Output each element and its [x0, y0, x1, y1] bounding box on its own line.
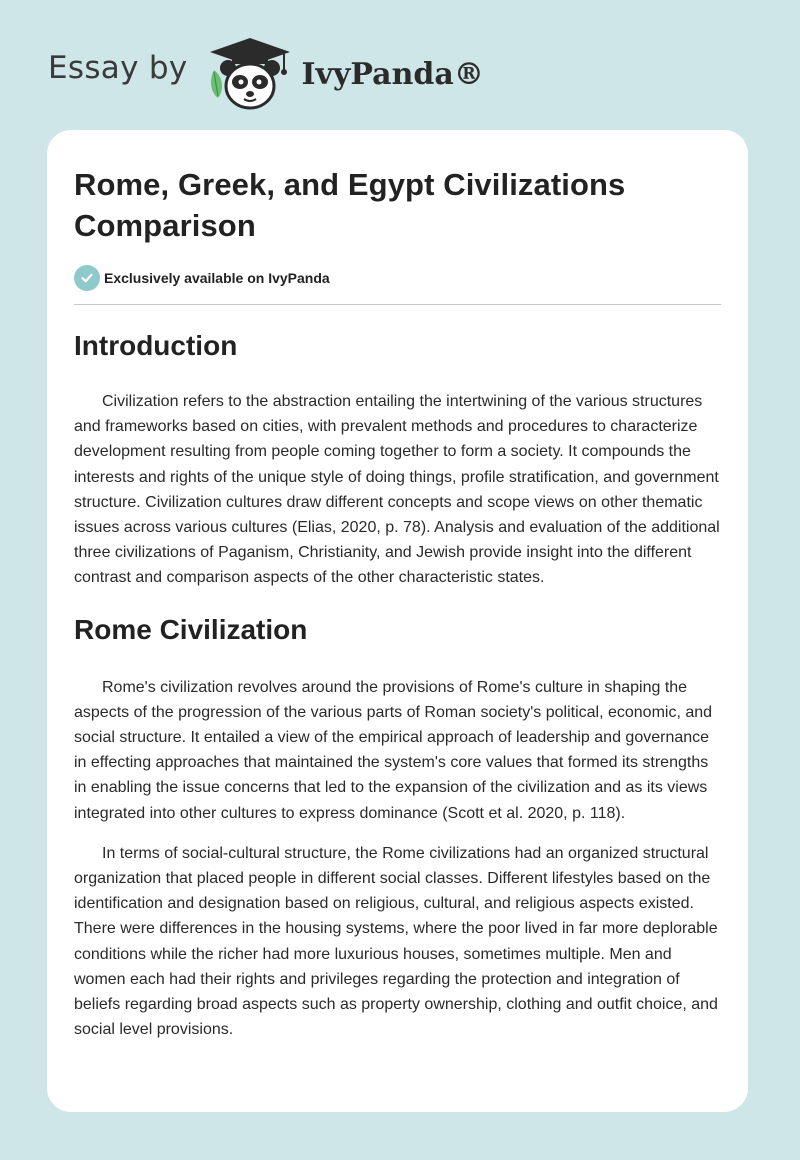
paragraph: Rome's civilization revolves around the provisions of Rome's culture in shaping the aspects of the progression of the various parts of Roman society's political, economic, and social structure. It entailed a view of the empirical approach of leadership and governance in effecting approaches that maintained the system's core values that formed its strengths in enabling the issue concerns that led to the expansion of the civilization and as its views integrated into other cultures to express dominance (Scott et al. 2020, p. 118). [74, 678, 713, 822]
title-divider [74, 304, 721, 305]
exclusive-label: Exclusively available on IvyPanda [104, 270, 330, 286]
paragraph: Civilization refers to the abstraction entailing the intertwining of the various structures and frameworks based on cities, with prevalent methods and procedures to characterize development resulting from people coming together to form a society. It compounds the interests and rights of the unique style of doing things, profile stratification, and government structure. Civilization cultures draw different concepts and scope views on other thematic issues across various cultures (Elias, 2020, p. 78). Analysis and evaluation of the additional three civilizations of Paganism, Christianity, and Jewish provide insight into the different contrast and comparison aspects of the other characteristic states. [74, 393, 720, 587]
brand-prefix: Essay by [48, 50, 188, 86]
brand-name: IvyPanda® [301, 56, 484, 92]
exclusive-badge [74, 264, 721, 292]
page-title: Rome, Greek, and Egypt Civilizations Comparison [74, 167, 626, 243]
section-heading: Introduction [74, 330, 238, 361]
essay-card [47, 130, 748, 1112]
section-introduction [74, 329, 721, 591]
section-heading: Rome Civilization [74, 613, 308, 645]
panda-graduate-logo-icon [204, 32, 296, 112]
check-circle-icon [74, 265, 100, 291]
section-rome-civilization [74, 613, 721, 1043]
paragraph: In terms of social-cultural structure, the Rome civilizations had an organized structural organization that placed people in different social classes. Different lifestyles based on the identification and designation based on religious, cultural, and religious aspects existed. There were differences in the housing systems, where the poor lived in far more deplorable conditions while the richer had more luxurious houses, sometimes multiple. Men and women each had their rights and privileges regarding the protection and integration of beliefs regarding broad aspects such as property ownership, clothing and outfit choice, and social level provisions. [74, 844, 718, 1039]
site-brand[interactable] [48, 32, 484, 112]
